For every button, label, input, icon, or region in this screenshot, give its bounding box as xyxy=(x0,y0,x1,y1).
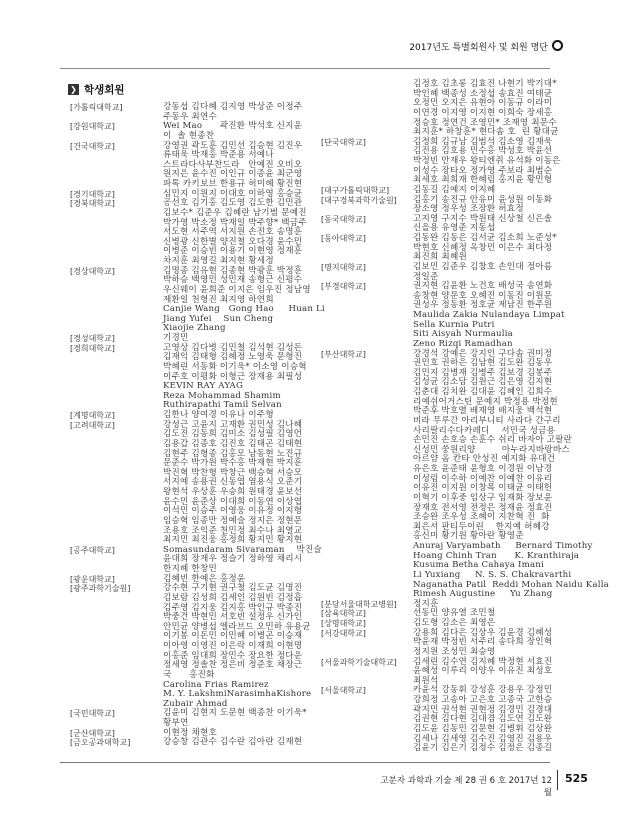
member-name-line: 파톡 카키보브 한용규 허미혜 황진현 xyxy=(163,179,303,189)
member-name-line: 김동완 김동은 김서균 김소희 노준성* xyxy=(413,233,557,244)
member-name-line: 윤수민 윤준상 이대희 이동연 이상엽 xyxy=(163,496,303,507)
member-name-line: 이성림 이수하 이예찬 이예찬 이유리 xyxy=(413,473,553,484)
university-label: [광운대학교] xyxy=(70,574,115,584)
member-name-line: Kusuma Betha Cahaya Imani xyxy=(413,560,544,571)
member-name-line: 이아영 이영진 이은락 이재희 이현명 xyxy=(163,641,303,652)
university-label: [서울과학기술대학교] xyxy=(321,657,397,667)
member-name-line: 김민지 김병재 김병주 김보경 김봉주 xyxy=(413,367,553,378)
member-name-line: Ruthirapathi Tamil Selvan xyxy=(163,400,282,411)
member-name-line: 김도형 김소은 최영은 xyxy=(413,618,496,629)
member-names xyxy=(413,350,609,600)
member-name-line: 원지은 윤수진 이인규 이종윤 최군영 xyxy=(163,169,303,180)
member-name-line: 강승창 김관수 김수란 김아란 김재현 xyxy=(163,737,303,748)
university-label: [동아대학교] xyxy=(321,234,366,244)
member-name-line: 박윤재 박정빈 서주리 송다희 장인혁 xyxy=(413,637,553,648)
member-name-line: 김보민 김준우 김창호 손인대 정아름 xyxy=(413,261,553,272)
member-names xyxy=(413,196,552,215)
university-entry xyxy=(70,199,320,266)
university-label: [고려대학교] xyxy=(70,420,115,430)
university-label: [가톨릭대학교] xyxy=(70,103,123,112)
university-label: [군산대학교] xyxy=(70,728,115,738)
member-name-line: 박준후 박호열 배재영 배지웅 백석현 xyxy=(413,406,553,417)
member-name-line: 박중건 박현민 서호빈 설정우 신가인 xyxy=(163,612,303,623)
member-names xyxy=(163,344,307,411)
member-name-line: 이홍준 임대희 장민수 장요한 정다운 xyxy=(163,650,303,661)
member-names xyxy=(413,629,552,658)
university-label: [부산대학교] xyxy=(321,349,366,359)
university-entry xyxy=(321,215,561,234)
member-names xyxy=(163,142,302,190)
member-name-line: 박정빈 안재우 왕티엔쥐 유석화 이동은 xyxy=(413,156,561,166)
university-entry xyxy=(70,709,320,728)
university-label xyxy=(321,80,413,138)
member-names xyxy=(413,215,552,234)
university-entry xyxy=(321,348,609,600)
member-name-line: 최은서 판티두이린 한지예 허혜강 xyxy=(413,521,550,532)
university-label: [대구가톨릭대학교] xyxy=(321,185,390,195)
member-names xyxy=(163,103,302,122)
member-name-line: 정지훈 xyxy=(413,598,439,609)
member-name-line: 윤혜성 이루리 이양우 이유진 최성호 xyxy=(413,666,553,677)
member-name-line: 안민균 양병섭 엘라브드 오민하 유용균 xyxy=(163,621,311,632)
member-names xyxy=(163,122,302,141)
member-name-line: 이현정 채현호 xyxy=(163,727,217,738)
member-name-line: 강영권 곽도훈 김민선 김승현 김진우 xyxy=(163,140,303,151)
member-name-line: 서도현 서주역 서지원 손진호 송명훈 xyxy=(163,227,303,238)
member-name-line: 정세영 정솔찬 정은비 정준호 채장근 xyxy=(163,660,303,671)
member-name-line: 류태욱 박재홍 박준용 서예나 xyxy=(163,150,274,161)
member-name-line: 이주호 이평화 이형근 장재용 최필성 xyxy=(163,371,303,382)
university-label: [명지대학교] xyxy=(321,262,366,272)
university-entry xyxy=(70,103,320,122)
member-name-line: 박혜린 서동화 이기욱* 이소영 이승혁 xyxy=(163,361,307,372)
member-name-line: 장소영 정우성 조장환 허효정 xyxy=(413,204,524,215)
member-name-line: Wei Mao 곽진환 박석호 신지윤 xyxy=(163,121,303,132)
member-name-line: 박하승 백영민 성민재 송형근 신평수 xyxy=(163,275,303,286)
member-name-line: 유은호 윤준태 윤형호 이경원 이남경 xyxy=(413,464,553,475)
member-name-line: 최세호 최희재 한혜림 홍지윤 황민형 xyxy=(413,175,553,186)
member-name-line: 신병광 신한별 양진철 오다경 윤수민 xyxy=(163,236,303,247)
member-name-line: 강경석 강예은 강지인 구다솜 권미정 xyxy=(413,348,553,359)
member-name-line: Siti Aisyah Nurmaulia xyxy=(413,329,513,340)
member-name-line: 송창현 양문호 오혜진 이동진 이원문 xyxy=(413,290,553,301)
member-name-line: 신성민 쑹원리양 아누라지바랑바스 xyxy=(413,444,570,455)
member-name-line: 김도진 김동희 김미소 김성필 김영언 xyxy=(163,429,303,440)
section-heading xyxy=(68,82,125,97)
university-entry xyxy=(70,546,320,575)
university-entry xyxy=(321,80,561,138)
member-name-line: 정승호 정연건 조영민* 조재영 최문수 xyxy=(413,117,557,128)
member-name-line: 강동섭 김다혜 김지영 박상준 이정주 xyxy=(163,102,303,112)
university-entry xyxy=(70,738,320,748)
university-label: [분당서울대학교병원] xyxy=(321,599,397,609)
member-name-line: 이병준 이승빈 이용기 이현영 정재훈 xyxy=(163,246,303,257)
university-entry xyxy=(321,281,565,349)
member-names xyxy=(413,80,559,138)
page-number: 525 xyxy=(565,772,588,785)
member-name-line: 기경민 xyxy=(163,333,189,344)
member-names xyxy=(413,138,561,186)
member-names xyxy=(413,234,557,263)
member-names xyxy=(413,263,552,282)
member-name-line: Reza Mohammad Shamim xyxy=(163,390,281,401)
ring-bullet-icon xyxy=(552,40,563,51)
member-names xyxy=(163,584,311,709)
section-title: 학생회원 xyxy=(84,84,125,96)
member-name-line: 이유진 이지원 이창목 이태균 이태헌 xyxy=(413,483,553,494)
member-name-line: Xiaojie Zhang xyxy=(163,323,226,334)
university-label: [서울대학교] xyxy=(321,686,366,696)
member-names xyxy=(413,282,565,349)
footer-divider xyxy=(557,770,558,790)
member-name-line: 박현호 신혜정 옥창민 이은수 최다정 xyxy=(413,242,553,253)
member-name-line: 조승완 조우성 조혜이 지찬혁 진 화 xyxy=(413,512,550,523)
member-name-line: 우신웨이 윤희준 이지은 임우진 정남영 xyxy=(163,284,311,295)
university-label: [부경대학교] xyxy=(321,282,366,292)
university-entry xyxy=(70,584,320,709)
member-name-line: 박인혜 백종성 소정섭 송효진 여태균 xyxy=(413,88,553,99)
university-label: [경상대학교] xyxy=(70,266,115,276)
member-name-line: 정일준 xyxy=(413,271,439,282)
member-name-line: Zubair Ahmad xyxy=(163,698,228,709)
member-name-line: 공선호 김기홍 김도영 김도한 김민관 xyxy=(163,198,303,209)
member-name-line: 김세나 김세영 김수진 김영진 김용우 xyxy=(413,733,553,744)
member-names xyxy=(163,421,302,546)
member-name-line: 이혁기 이후중 임상구 임재화 장보윤 xyxy=(413,492,553,503)
member-name-line: 이성수 장타오 정가영 주보라 최범순 xyxy=(413,165,553,176)
university-label: [경희대학교] xyxy=(70,343,115,353)
member-name-line: M. Y. LakshmiNarasimhaKishore xyxy=(163,689,312,700)
university-entry xyxy=(321,658,561,687)
member-name-line: 김현주 김형종 김홍모 남동현 노진규 xyxy=(163,448,303,459)
member-name-line: 사리팔리수다카레디 서민국 성금용 xyxy=(413,425,556,436)
member-name-line: 비라 무루간 아리부니티 사라다 간구리 xyxy=(413,415,561,426)
member-name-line: 주동우 최연수 xyxy=(163,111,217,122)
member-name-line: 강용희 김다은 김상우 김윤경 김혜성 xyxy=(413,627,553,638)
university-label: [경북대학교] xyxy=(70,199,115,209)
university-entry xyxy=(70,265,325,334)
chevron-right-box-icon: ❯ xyxy=(68,84,79,95)
member-name-line: 권성우 정동환 정호균 제남진 한주원 xyxy=(413,300,553,311)
member-name-line: 왕현석 우상훈 우승희 원태경 윤보선 xyxy=(163,487,303,498)
top-rule xyxy=(60,68,550,69)
member-names xyxy=(163,267,325,334)
member-name-line: 조용호 조익준 천민정 최수나 최열교 xyxy=(163,525,303,536)
member-name-line: 김용갑 김종호 김진호 김태곤 김태현 xyxy=(163,438,303,449)
university-label: [강원대학교] xyxy=(70,122,115,132)
member-name-line: 김주영 김지웅 김지홍 박인규 박종진 xyxy=(163,602,303,613)
left-column xyxy=(70,102,325,748)
right-column xyxy=(321,79,609,754)
university-label: [경성대학교] xyxy=(70,334,115,344)
university-label: [대구경북과학기술원] xyxy=(321,195,397,205)
university-label: [서강대학교] xyxy=(321,628,366,638)
member-name-line: 김한나 양여경 이유나 이주형 xyxy=(163,410,274,421)
member-name-line: 강성근 고윤지 고재환 권민성 김나혜 xyxy=(163,419,303,430)
member-name-line: Canjie Wang Gong Hao Huan Li xyxy=(163,304,325,315)
member-name-line: 강수현 구기현 권구철 김도균 김명진 xyxy=(163,583,303,594)
member-name-line: 최지훈* 하창훈* 현다솜 호 린 황대균 xyxy=(413,127,559,138)
member-name-line: 고영상 김다병 김민철 김석현 김성돈 xyxy=(163,342,303,353)
journal-footer: 고분자 과학과 기술 제 28 권 6 호 2017년 12월 xyxy=(380,776,552,798)
member-name-line: 홍신미 황기원 황아란 황영준 xyxy=(413,531,524,542)
university-label: [금오공과대학교] xyxy=(70,738,131,748)
member-name-line: 한지혜 한창민 xyxy=(163,564,217,575)
member-name-line: 고지영 구지수 박원태 신상철 신은솔 xyxy=(413,213,553,224)
university-label: [단국대학교] xyxy=(321,137,366,147)
member-name-line: 카윤석 강동휘 강성훈 강용우 강정민 xyxy=(413,685,553,696)
member-name-line: 국 홍진화 xyxy=(163,669,215,680)
member-name-line: 김정희 김규남 김범석 김소영 김재욱 xyxy=(413,136,553,147)
member-name-line: 김동길 김예지 이지혜 xyxy=(413,184,496,195)
member-name-line: 박가영 박소정 박재일 박주향* 백금주 xyxy=(163,217,307,228)
member-name-line: Sella Kurnia Putri xyxy=(413,319,495,330)
member-name-line: 황부연 xyxy=(163,718,189,729)
university-label: [삼육대학교] xyxy=(321,609,366,619)
member-name-line: 문준수 박가원 박수홍 박재현 박지훈 xyxy=(163,458,303,469)
member-name-line: 손민진 손호승 손훈수 쉬리 바자아 고팔란 xyxy=(413,435,573,446)
member-name-line: 김세린 김수연 김지혜 박정현 서효진 xyxy=(413,656,553,667)
university-entry xyxy=(321,263,561,282)
member-name-line: Li Yuxiang N. S. S. Chakravarthi xyxy=(413,569,572,580)
member-name-line: 강희정 고송아 고은호 고종국 고한승 xyxy=(413,695,553,706)
member-name-line: 김보수* 김준우 김혜란 남기범 문예진 xyxy=(163,207,307,218)
member-name-line: 권지현 김윤환 노건호 배성국 송연화 xyxy=(413,281,553,292)
university-label: [국민대학교] xyxy=(70,709,115,719)
member-name-line: Jiang Yufei Sun Cheng xyxy=(163,313,274,324)
member-name-line: Maulida Zakia Nulandaya Limpat xyxy=(413,310,565,321)
member-name-line: 이기봉 이돈민 이민혜 이병곤 이승재 xyxy=(163,631,303,642)
member-name-line: 차지훈 최영길 최지현 황세정 xyxy=(163,256,274,267)
member-name-line: 김정호 김초롱 김효진 나현기 박기대* xyxy=(413,79,557,89)
university-entry xyxy=(321,138,561,186)
member-name-line: 김윤미 김현지 도문현 백종찬 이기욱* xyxy=(163,708,307,719)
member-name-line: Somasundaram Sivaraman 박진슬 xyxy=(163,544,322,555)
member-name-line: KEVIN RAY AYAG xyxy=(163,381,244,392)
member-name-line: 윤대희 장재우 정슬기 정하영 채리시 xyxy=(163,554,303,565)
university-entry xyxy=(321,686,561,753)
member-name-line: 김혜빈 한예은 홍정윤 xyxy=(163,573,246,584)
member-names xyxy=(163,709,307,728)
member-names xyxy=(163,546,322,575)
member-name-line: 제환일 천형진 최지영 하연희 xyxy=(163,294,274,305)
member-name-line: 이석민 이승주 이영웅 이유정 이지형 xyxy=(163,506,303,517)
university-label: [건국대학교] xyxy=(70,141,115,151)
member-name-line: 임승혁 임종만 정예슬 정지은 정현문 xyxy=(163,515,303,526)
bottom-rule xyxy=(60,762,550,763)
member-names xyxy=(163,199,307,266)
member-name-line: 최원석 xyxy=(413,675,439,686)
university-entry xyxy=(70,142,320,190)
member-name-line: 김재익 김태형 김혜정 노영욱 문형진 xyxy=(163,352,303,363)
member-name-line: 김명종 김유현 김종현 박광훈 박정훈 xyxy=(163,265,303,276)
member-names xyxy=(413,658,552,687)
member-name-line: 이 솔 현종찬 xyxy=(163,130,215,141)
member-name-line: Anuraj Varyambath Bernard Timothy xyxy=(413,541,593,552)
member-names xyxy=(413,686,552,753)
member-name-line: 최지민 최진웅 홍정희 황지민 황지현 xyxy=(163,535,303,546)
university-label: [공주대학교] xyxy=(70,545,115,555)
member-name-line: 심민지 이원지 이대호 이하영 홍승균 xyxy=(163,188,303,199)
university-label: [경기대학교] xyxy=(70,189,115,199)
member-name-line: Carolina Frias Ramirez xyxy=(163,679,269,690)
member-name-line: 신을용 유영준 지동섭 xyxy=(413,223,496,234)
member-name-line: 아르얌 옴 칸타 안성진 예지화 유대건 xyxy=(413,454,556,465)
member-name-line: 김성균 김소담 김원근 김은영 김지현 xyxy=(413,377,553,388)
university-entry xyxy=(70,122,320,141)
university-label: [상명대학교] xyxy=(321,619,366,629)
member-name-line: 장재호 전서영 전정은 정재윤 정효진 xyxy=(413,502,553,513)
member-name-line: Hoang Chinh Tran K. Kranthiraja xyxy=(413,550,580,561)
member-name-line: 박진혁 박찬형 박창근 백승혁 서승모 xyxy=(163,467,303,478)
running-title: 2017년도 특별회원사 및 회원 명단 xyxy=(409,43,548,53)
member-name-line: 서지예 송용권 신동엽 염용식 오준기 xyxy=(163,477,303,488)
member-name-line: 김윤기 김은기 김정수 김정은 김종길 xyxy=(413,743,553,754)
member-name-line: 선동민 양유열 조민철 xyxy=(413,608,496,619)
member-name-line: 권민호 권하은 김남현 김도완 김동우 xyxy=(413,358,553,369)
university-entry xyxy=(321,234,561,263)
member-name-line: 리예쉬어거스틴 문예지 박정용 박정현 xyxy=(413,396,558,407)
university-label: [동국대학교] xyxy=(321,214,366,224)
member-name-line: Naganatha Patil Reddi Mohan Naidu Kalla xyxy=(413,579,609,590)
member-name-line: 최진희 최혜원 xyxy=(413,252,467,263)
member-names xyxy=(163,738,302,748)
university-label: [계명대학교] xyxy=(70,411,115,421)
member-name-line: 오정민 오지은 유현아 이동규 이라미 xyxy=(413,98,553,109)
university-label: [광주과학기술원] xyxy=(70,584,131,594)
member-name-line: 김도윤 김동민 김문현 김병휘 김상완 xyxy=(413,723,553,734)
member-name-line: 김진용 김호용 민수홍 박성호 박윤선 xyxy=(413,146,553,157)
member-name-line: 김홍기 송진규 안유미 윤성원 이동화 xyxy=(413,194,553,205)
member-name-line: Rimesh Augustine Yu Zhang xyxy=(413,589,553,600)
university-entry xyxy=(70,344,320,411)
member-name-line: 곽지민 권석현 권현정 김경민 김경대 xyxy=(413,704,553,715)
member-name-line: 정지원 조성민 최승영 xyxy=(413,646,496,657)
member-name-line: 이연경 이지영 이지현 이희숙 장세홍 xyxy=(413,107,553,118)
member-name-line: 김춘대 김치완 김대윤 김혜인 김희수 xyxy=(413,387,553,398)
member-name-line: 스트라다사부찬드라 안예진 오비오 xyxy=(163,159,303,170)
university-entry xyxy=(321,196,561,215)
member-name-line: 김보람 김성희 김세인 김원빈 김정흡 xyxy=(163,592,303,603)
university-entry xyxy=(70,421,320,546)
member-name-line: 김권현 김다현 김대겸 김도연 김도완 xyxy=(413,714,553,725)
university-entry xyxy=(321,629,561,658)
member-name-line: Zeno Rizqi Ramadhan xyxy=(413,338,513,349)
